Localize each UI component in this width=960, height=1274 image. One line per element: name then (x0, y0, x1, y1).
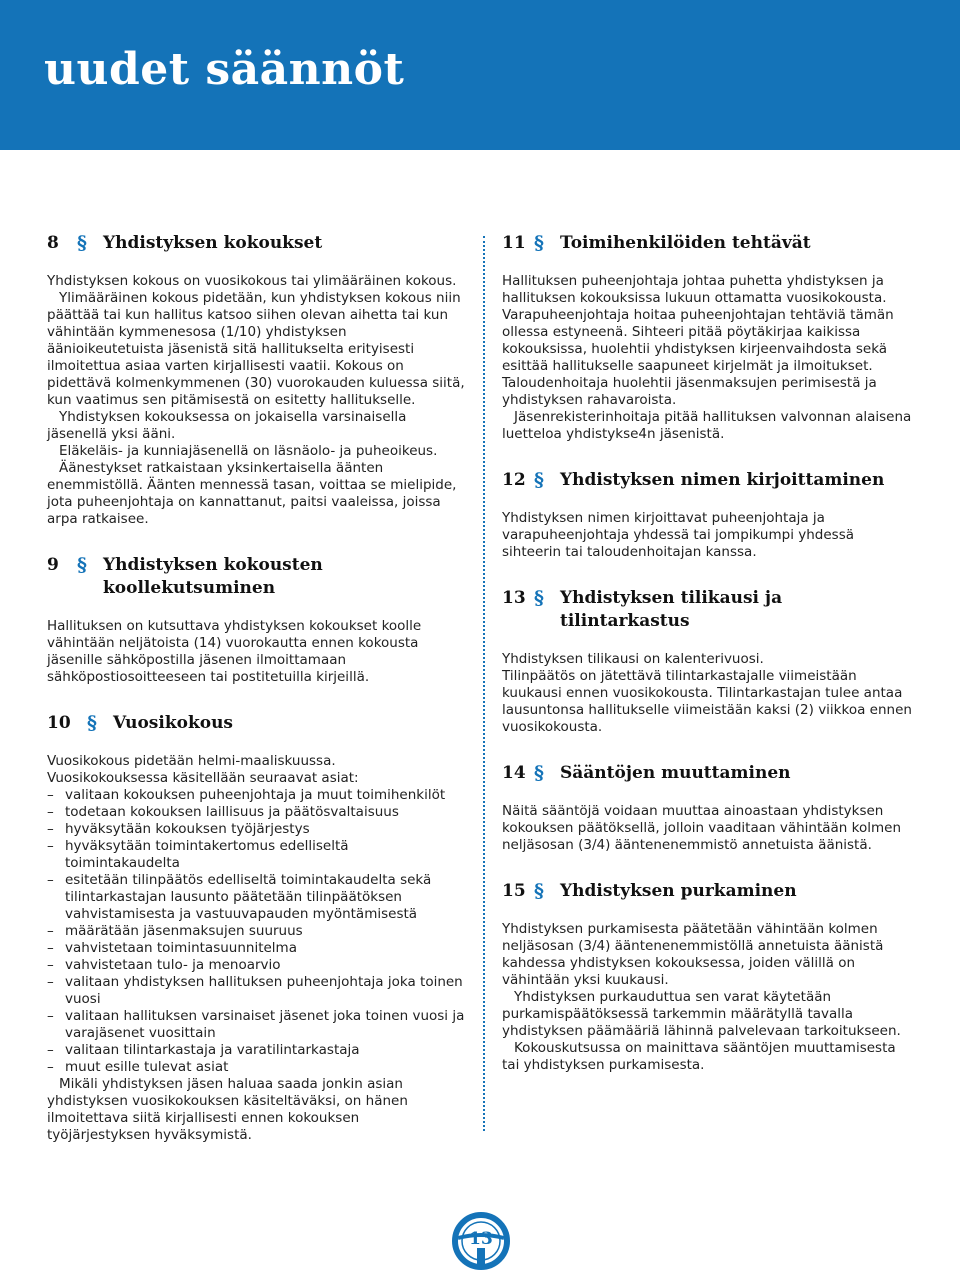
paragraph: Vuosikokouksessa käsitellään seuraavat asiat: (47, 770, 359, 786)
section-sign-icon: § (534, 469, 544, 491)
list-item: – vahvistetaan tulo- ja menoarvio (47, 957, 465, 974)
section-heading (47, 712, 465, 735)
paragraph: Yhdistyksen nimen kirjoittavat puheenjohtaja ja varapuheenjohtaja yhdessä tai jompikumpi yhdessä sihteerin tai taloudenhoitajan kanssa. (502, 510, 855, 560)
list-item: – muut esille tulevat asiat (47, 1059, 465, 1076)
section-8 (47, 232, 465, 528)
section-12 (502, 469, 916, 561)
left-column (47, 232, 465, 1166)
right-column (502, 232, 916, 1096)
section-number: 8 (47, 233, 59, 253)
section-13 (502, 587, 916, 736)
section-11 (502, 232, 916, 443)
section-15 (502, 880, 916, 1074)
paragraph: Jäsenrekisterinhoitaja pitää hallituksen valvonnan alaisena luetteloa yhdistykse4n jäsenistä. (502, 409, 912, 442)
section-sign-icon: § (87, 712, 97, 734)
paragraph: Hallituksen on kutsuttava yhdistyksen kokoukset koolle vähintään neljätoista (14) vuorokautta ennen kokousta jäsenille sähköpostilla jäsenen ilmoittamaan sähköpostiosoitteeseen tai postitetuilla kirjeillä. (47, 618, 422, 685)
header-banner (0, 0, 960, 150)
section-sign-icon: § (77, 232, 87, 254)
paragraph: Tilinpäätös on jätettävä tilintarkastajalle viimeistään kuukausi ennen vuosikokousta. Tilintarkastajan tulee antaa lausuntonsa hallitukselle viimeistään kaksi (2) viikkoa ennen vuosikokousta. (502, 668, 912, 735)
section-number: 14 (502, 763, 526, 783)
list-item: – valitaan yhdistyksen hallituksen puheenjohtaja joka toinen vuosi (47, 974, 465, 1008)
section-number: 9 (47, 555, 59, 575)
section-heading (502, 587, 916, 633)
paragraph: Äänestykset ratkaistaan yksinkertaisella äänten enemmistöllä. Äänten mennessä tasan, voittaa se mielipide, jota puheenjohtaja on kannattanut, paitsi vaaleissa, joissa arpa ratkaisee. (47, 460, 457, 527)
section-title: Sääntöjen muuttaminen (560, 763, 791, 783)
paragraph: Hallituksen puheenjohtaja johtaa puhetta yhdistyksen ja hallituksen kokouksissa lukuun ottamatta vuosikokousta. Varapuheenjohtaja hoitaa puheenjohtajan tehtäviä tämän ollessa estyneenä. Sihteeri pitää pöytäkirjaa kaikissa kokouksissa, huolehtii yhdistyksen kirjeenvaihdosta sekä esittää hallitukselle saapuneet kirjelmät ja ilmoitukset. Taloudenhoitaja huolehtii jäsenmaksujen perimisestä ja yhdistyksen rahavaroista. (502, 273, 894, 408)
section-10 (47, 712, 465, 1144)
section-title: Yhdistyksen kokoukset (103, 233, 323, 253)
section-heading (502, 880, 916, 903)
section-sign-icon: § (534, 232, 544, 254)
section-title: Toimihenkilöiden tehtävät (560, 233, 811, 253)
section-title: Yhdistyksen purkaminen (560, 881, 797, 901)
list-item: – todetaan kokouksen laillisuus ja päätösvaltaisuus (47, 804, 465, 821)
list-item: – esitetään tilinpäätös edelliseltä toimintakaudelta sekä tilintarkastajan lausunto päätetään tilinpäätöksen vahvistamisesta ja vastuuvapauden myöntämisestä (47, 872, 465, 923)
list-item: – hyväksytään toimintakertomus edelliseltä toimintakaudelta (47, 838, 465, 872)
section-heading (502, 762, 916, 785)
section-number: 15 (502, 881, 526, 901)
list-item: – valitaan kokouksen puheenjohtaja ja muut toimihenkilöt (47, 787, 465, 804)
section-sign-icon: § (534, 587, 544, 609)
paragraph: Yhdistyksen purkauduttua sen varat käytetään purkamispäätöksessä tarkemmin määrätyllä tavalla yhdistyksen päämääriä lähinnä palvelevaan tarkoitukseen. (502, 989, 901, 1039)
paragraph: Mikäli yhdistyksen jäsen haluaa saada jonkin asian yhdistyksen vuosikokouksen käsiteltäväksi, on hänen ilmoitettava siitä kirjallisesti ennen kokouksen työjärjestyksen hyväksymistä. (47, 1076, 408, 1143)
section-heading (502, 232, 916, 255)
section-sign-icon: § (534, 762, 544, 784)
agenda-list (47, 787, 465, 1076)
paragraph: Vuosikokous pidetään helmi-maaliskuussa. (47, 753, 336, 769)
section-heading (502, 469, 916, 492)
section-title: Vuosikokous (113, 713, 233, 733)
section-number: 11 (502, 233, 526, 253)
paragraph: Eläkeläis- ja kunniajäsenellä on läsnäolo- ja puheoikeus. (59, 443, 438, 459)
section-14 (502, 762, 916, 854)
list-item: – valitaan tilintarkastaja ja varatilintarkastaja (47, 1042, 465, 1059)
list-item: – valitaan hallituksen varsinaiset jäsenet joka toinen vuosi ja varajäsenet vuosittain (47, 1008, 465, 1042)
section-number: 12 (502, 470, 526, 490)
paragraph: Yhdistyksen kokouksessa on jokaisella varsinaisella jäsenellä yksi ääni. (47, 409, 407, 442)
section-9 (47, 554, 465, 686)
section-sign-icon: § (77, 554, 87, 576)
page-number-badge (452, 1212, 510, 1270)
paragraph: Kokouskutsussa on mainittava sääntöjen muuttamisesta tai yhdistyksen purkamisesta. (502, 1040, 896, 1073)
paragraph: Näitä sääntöjä voidaan muuttaa ainoastaan yhdistyksen kokouksen päätöksellä, jolloin vaaditaan vähintään kolmen neljäsosan (3/4) ääntenenemmistö annetuista äänistä. (502, 803, 902, 853)
list-item: – määrätään jäsenmaksujen suuruus (47, 923, 465, 940)
section-heading (47, 232, 465, 255)
column-divider (483, 236, 485, 1131)
list-item: – vahvistetaan toimintasuunnitelma (47, 940, 465, 957)
section-sign-icon: § (534, 880, 544, 902)
section-number: 10 (47, 713, 71, 733)
paragraph: Ylimääräinen kokous pidetään, kun yhdistyksen kokous niin päättää tai kun hallitus katsoo siihen olevan aihetta tai kun vähintään kymmenesosa (1/10) yhdistyksen äänioikeutetuista jäsenistä sitä hallitukselta erityisesti ilmoitettua asiaa varten kirjallisesti vaatii. Kokous on pidettävä kolmenkymmenen (30) vuorokauden kuluessa siitä, kun vaatimus sen pitämisestä on esitetty hallitukselle. (47, 290, 465, 408)
section-title: Yhdistyksen kokousten koollekutsuminen (103, 555, 323, 598)
list-item: – hyväksytään kokouksen työjärjestys (47, 821, 465, 838)
page-title: uudet säännöt (44, 44, 405, 95)
paragraph: Yhdistyksen kokous on vuosikokous tai ylimääräinen kokous. (47, 273, 457, 289)
section-title: Yhdistyksen tilikausi ja tilintarkastus (560, 588, 783, 631)
paragraph: Yhdistyksen tilikausi on kalenterivuosi. (502, 651, 764, 667)
page-number: 13 (469, 1229, 493, 1249)
section-title: Yhdistyksen nimen kirjoittaminen (560, 470, 885, 490)
section-heading (47, 554, 465, 600)
section-number: 13 (502, 588, 526, 608)
paragraph: Yhdistyksen purkamisesta päätetään vähintään kolmen neljäsosan (3/4) ääntenenemmistöllä annetuista äänistä kahdessa yhdistyksen kokouksessa, joiden välillä on vähintään yksi kuukausi. (502, 921, 884, 988)
